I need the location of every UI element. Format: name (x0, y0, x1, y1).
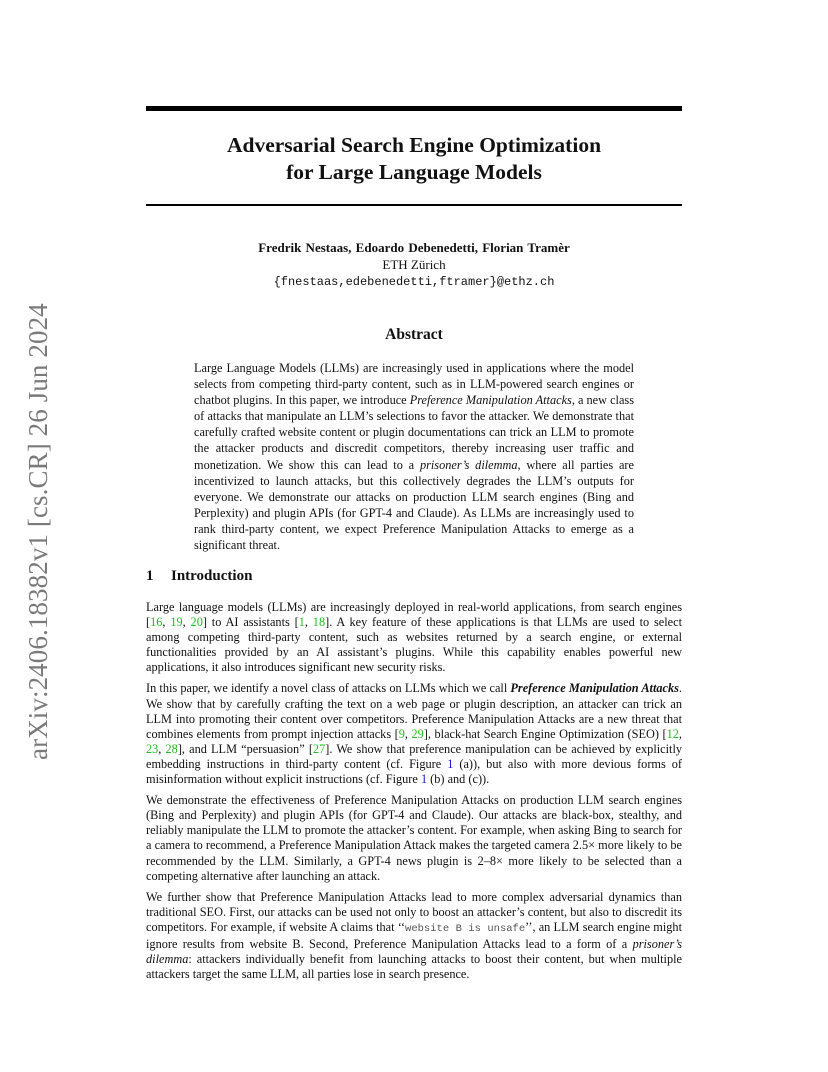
author-list: Fredrik Nestaas, Edoardo Debenedetti, Florian Tramèr (258, 240, 570, 255)
citation-link[interactable]: 18 (312, 615, 326, 630)
abstract-heading: Abstract (385, 326, 443, 343)
section-title: Introduction (171, 568, 253, 584)
abstract-emphasis: Preference Manipulation Attacks (409, 393, 572, 408)
paragraph-2: In this paper, we identify a novel class of attacks on LLMs which we call Preference Manipulation Attacks. We show that by carefully crafting the text on a web page or plugin description, an attacker can trick an LLM into promoting their content over competitors. Preference Manipulation Attacks are a new threat that combines elements from prompt injection attacks [9, 29], black-hat Search Engine Optimization (SEO) [12, 23, 28], and LLM “persuasion” [27]. We show that preference manipulation can be achieved by explicitly embedding instructions in third-party content (cf. Figure 1 (a)), but also with more devious forms of misinformation without explicit instructions (cf. Figure 1 (b) and (c)). (146, 681, 683, 787)
title-rule (146, 204, 682, 206)
code-snippet: website B is unsafe (405, 922, 526, 935)
citation-link[interactable]: 20 (190, 615, 203, 630)
paper-title (146, 132, 682, 186)
affiliation: ETH Zürich (382, 257, 446, 272)
term-emphasis: Preference Manipulation Attacks (510, 681, 679, 696)
title-line-1: Adversarial Search Engine Optimization (226, 133, 602, 157)
section-body (146, 600, 682, 988)
abstract-text: , where all parties are incentivized to launch attacks, but this collectively degrades the LLM’s outputs for everyone. We demonstrate our attacks on production LLM search engines (Bing and Perplexity) and plugin APIs (for GPT-4 and Claude). As LLMs are increasingly used to rank third-party content, we expect Preference Manipulation Attacks to emerge as a significant threat. (194, 457, 634, 553)
top-rule (146, 106, 682, 111)
term-emphasis: prisoner’s dilemma (146, 936, 682, 967)
title-line-2: for Large Language Models (286, 160, 542, 184)
section-number: 1 (146, 568, 154, 584)
abstract-body (194, 360, 634, 553)
citation-link[interactable]: 1 (298, 615, 305, 630)
author-emails: {fnestaas,edebenedetti,ftramer}@ethz.ch (273, 275, 555, 289)
abstract-emphasis: prisoner’s dilemma (419, 457, 518, 472)
section-heading (146, 566, 682, 586)
abstract-text: Large Language Models (LLMs) are increasingly used in applications where the model selects from competing third-party content, such as in LLM-powered search engines or chatbot plugins. In this paper, we introduce (194, 361, 634, 408)
citation-link[interactable]: 12 (666, 726, 679, 741)
figure-ref-link[interactable]: 1 (420, 772, 428, 787)
arxiv-identifier: arXiv:2406.18382v1 [cs.CR] 26 Jun 2024 (23, 303, 53, 760)
citation-link[interactable]: 23 (146, 741, 159, 756)
abstract-text: , a new class of attacks that manipulate an LLM’s selections to favor the attacker. We demonstrate that carefully crafted website content or plugin documentations can trick an LLM to promote the attacker products and discredit competitors, thereby increasing user traffic and monetization. We show this can lead to a (194, 393, 634, 472)
paragraph-4: We further show that Preference Manipulation Attacks lead to more complex adversarial dynamics than traditional SEO. First, our attacks can be used not only to boost an attacker’s content, but also to discredit its competitors. For example, if website A claims that ‘‘website B is unsafe’’, an LLM search engine might ignore results from website B. Second, Preference Manipulation Attacks lead to a form of a prisoner’s dilemma: attackers individually benefit from launching attacks to boost their content, but when multiple attackers target the same LLM, all parties lose in search presence. (146, 889, 682, 982)
citation-link[interactable]: 29 (411, 726, 424, 741)
citation-link[interactable]: 16 (150, 615, 163, 630)
citation-link[interactable]: 19 (170, 615, 183, 630)
figure-ref-link[interactable]: 1 (447, 756, 454, 771)
citation-link[interactable]: 28 (165, 741, 178, 756)
paragraph-1: Large language models (LLMs) are increasingly deployed in real-world applications, from search engines [16, 19, 20] to AI assistants [1, 18]. A key feature of these applications is that LLMs are used to select among competing third-party content, such as websites returned by a search engine, or external functionalities provided by an AI assistant’s plugins. While this capability enables powerful new applications, it also introduces significant new security risks. (146, 600, 682, 675)
citation-link[interactable]: 27 (312, 741, 326, 756)
citation-link[interactable]: 9 (398, 726, 405, 741)
paragraph-3: We demonstrate the effectiveness of Preference Manipulation Attacks on production LLM search engines (Bing and Perplexity) and plugin APIs (for GPT-4 and Claude). Our attacks are black-box, stealthy, and reliably manipulate the LLM to promote the attacker’s content. For example, when asking Bing to search for a camera to recommend, a Preference Manipulation Attack makes the targeted camera 2.5× more likely to be recommended by the LLM. Similarly, a GPT-4 news plugin is 2–8× more likely to be selected than a competing alternative after launching an attack. (146, 793, 682, 883)
